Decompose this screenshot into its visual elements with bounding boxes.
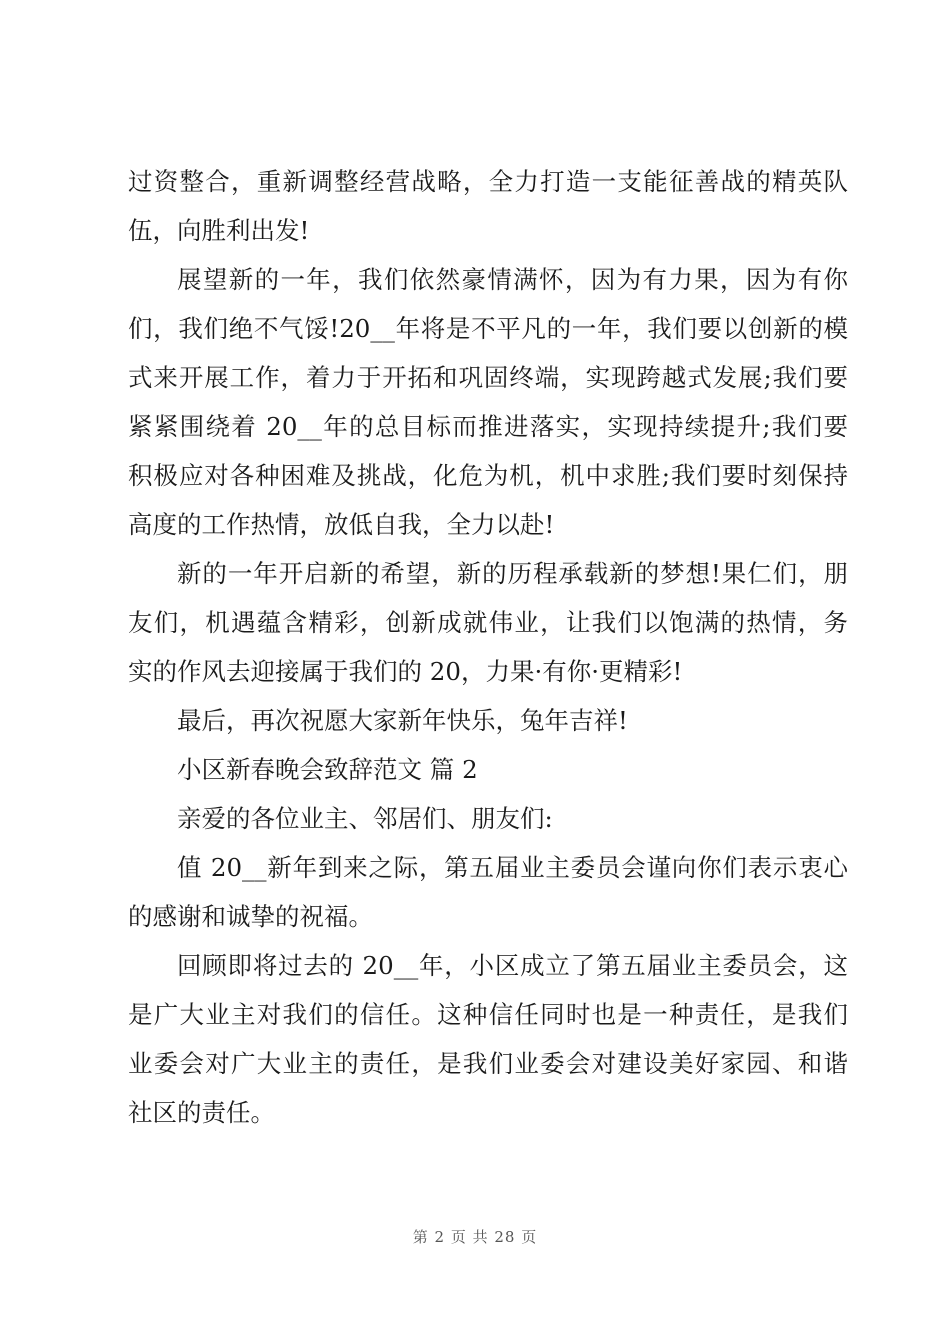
- page-number-footer: 第 2 页 共 28 页: [412, 1228, 538, 1246]
- document-body: [128, 157, 848, 1137]
- text-line: 紧紧围绕着 20__年的总目标而推进落实，实现持续提升;我们要: [128, 412, 848, 441]
- text-line: 值 20__新年到来之际，第五届业主委员会谨向你们表示衷心: [177, 853, 848, 882]
- text-line: 回顾即将过去的 20__年，小区成立了第五届业主委员会，这: [177, 951, 848, 980]
- salutation: 亲爱的各位业主、邻居们、朋友们:: [177, 804, 553, 833]
- text-line: 积极应对各种困难及挑战，化危为机，机中求胜;我们要时刻保持: [128, 461, 848, 490]
- text-line: 伍，向胜利出发!: [128, 216, 310, 245]
- text-line: 过资整合，重新调整经营战略，全力打造一支能征善战的精英队: [128, 167, 848, 196]
- text-line: 是广大业主对我们的信任。这种信任同时也是一种责任，是我们: [128, 1000, 848, 1029]
- text-line: 社区的责任。: [128, 1098, 275, 1127]
- text-line: 业委会对广大业主的责任，是我们业委会对建设美好家园、和谐: [128, 1049, 848, 1078]
- text-line: 的感谢和诚挚的祝福。: [128, 902, 373, 931]
- text-line: 实的作风去迎接属于我们的 20，力果·有你·更精彩!: [128, 657, 683, 686]
- text-line: 们，我们绝不气馁!20__年将是不平凡的一年，我们要以创新的模: [128, 314, 848, 343]
- text-line: 友们，机遇蕴含精彩，创新成就伟业，让我们以饱满的热情，务: [128, 608, 848, 637]
- text-line: 式来开展工作，着力于开拓和巩固终端，实现跨越式发展;我们要: [128, 363, 848, 392]
- text-line: 新的一年开启新的希望，新的历程承载新的梦想!果仁们，朋: [177, 559, 848, 588]
- text-line: 展望新的一年，我们依然豪情满怀，因为有力果，因为有你: [177, 265, 848, 294]
- text-line: 最后，再次祝愿大家新年快乐，兔年吉祥!: [177, 706, 628, 735]
- text-line: 高度的工作热情，放低自我，全力以赴!: [128, 510, 555, 539]
- section-heading: 小区新春晚会致辞范文 篇 2: [177, 755, 478, 784]
